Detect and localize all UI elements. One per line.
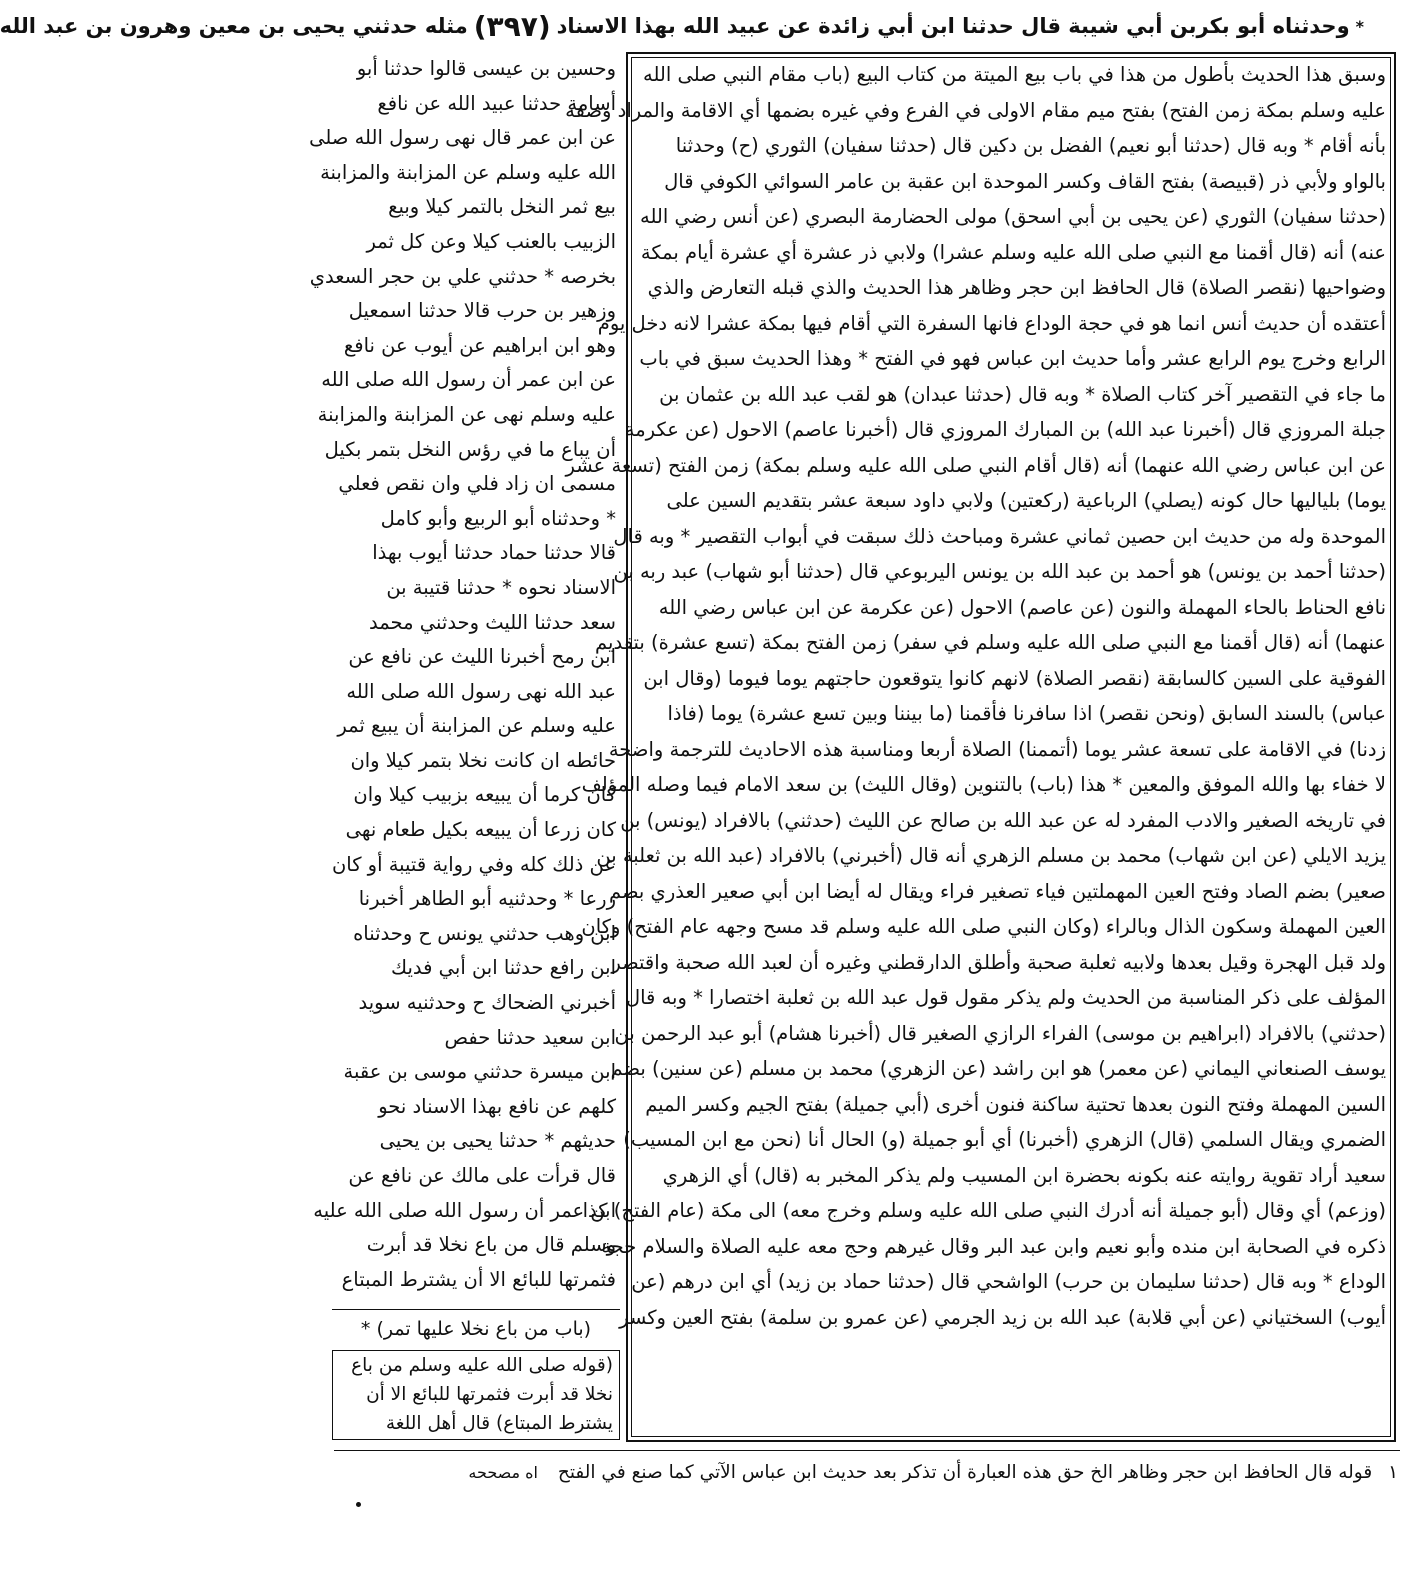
commentary-line: بالواو ولأبي ذر (قبيصة) بفتح القاف وكسر الموحدة ابن عقبة بن عامر السوائي الكوفي قال bbox=[664, 169, 1386, 193]
commentary-line: جبلة المروزي قال (أخبرنا عبد الله) بن المبارك المروزي قال (أخبرنا عاصم) الاحول (عن عكرمة bbox=[624, 418, 1386, 441]
commentary-line: (حدثنا أحمد بن يونس) هو أحمد بن عبد الله بن يونس اليربوعي قال (حدثنا أبو شهاب) عبد ربه بن bbox=[613, 560, 1386, 583]
commentary-line: زدنا) في الاقامة على تسعة عشر يوما (أتممنا) الصلاة أربعا ومناسبة هذه الاحاديث للترجمة واضحة bbox=[608, 737, 1386, 761]
header-text-pre: وحدثناه أبو بكربن أبي شيبة قال حدثنا ابن أبي زائدة عن عبيد الله بهذا الاسناد bbox=[556, 14, 1350, 38]
footnote-text: قوله قال الحافظ ابن حجر وظاهر الخ حق هذه العبارة أن تذكر بعد حديث ابن عباس الآتي كما صنع في الفتح bbox=[557, 1462, 1373, 1483]
footnote bbox=[470, 1458, 1398, 1488]
footnote-divider bbox=[334, 1450, 1400, 1451]
margin-line: ابن عمر أن رسول الله صلى الله عليه bbox=[313, 1198, 616, 1222]
commentary-line: وسبق هذا الحديث بأطول من هذا في باب بيع الميتة من كتاب البيع (باب مقام النبي صلى الله bbox=[642, 63, 1386, 86]
commentary-line: (وزعم) أي وقال (أبو جميلة أنه أدرك النبي صلى الله عليه وسلم وخرج معه) الى مكة (عام الفتح) كذا bbox=[582, 1199, 1386, 1222]
header-text-post: مثله حدثني يحيى بن معين وهرون بن عبد الله bbox=[0, 14, 468, 38]
footnote-marker: ١ bbox=[1388, 1462, 1398, 1483]
commentary-line: العين المهملة وسكون الذال وبالراء (وكان النبي صلى الله عليه وسلم قد مسح وجهه عام الفتح) وكان bbox=[581, 915, 1386, 938]
commentary-line: يوسف الصنعاني اليماني (عن معمر) هو ابن راشد (عن الزهري) محمد بن مسلم (عن سنين) بضم bbox=[610, 1057, 1386, 1080]
margin-text-column bbox=[309, 52, 620, 1307]
chapter-heading: (باب من باع نخلا عليها تمر) * bbox=[360, 1318, 592, 1340]
commentary-line: صعير) بضم الصاد وفتح العين المهملتين فياء تصغير فراء ويقال له أيضا ابن أبي صعير العذري بضم bbox=[609, 879, 1386, 903]
gloss-line: يشترط المبتاع) قال أهل اللغة bbox=[385, 1413, 613, 1434]
margin-line: قالا حدثنا حماد حدثنا أيوب بهذا bbox=[372, 541, 616, 565]
margin-line: وحسين بن عيسى قالوا حدثنا أبو bbox=[356, 57, 616, 80]
margin-line: سعد حدثنا الليث وحدثني محمد bbox=[369, 610, 616, 634]
commentary-line: السين المهملة وفتح النون بعدها تحتية ساكنة فنون أخرى (أبي جميلة) بفتح الجيم وكسر الميم bbox=[645, 1092, 1386, 1116]
commentary-line: ولد قبل الهجرة وقيل بعدها ولابيه ثعلبة صحبة وأطلق الدارقطني وغيره أن لعبد الله صحبة واقتصر bbox=[611, 950, 1386, 974]
margin-line: كلهم عن نافع بهذا الاسناد نحو bbox=[378, 1094, 616, 1118]
margin-line: فثمرتها للبائع الا أن يشترط المبتاع bbox=[341, 1267, 616, 1291]
commentary-line: عن ابن عباس رضي الله عنهما) أنه (قال أقام النبي صلى الله عليه وسلم بمكة) زمن الفتح (تسعة عشر bbox=[565, 453, 1386, 477]
commentary-line: الموحدة وله من حديث ابن حصين ثماني عشرة ومباحث ذلك سبقت في أبواب التقصير * وبه قال bbox=[613, 524, 1386, 548]
commentary-line: الضمري ويقال السلمي (قال) الزهري (أخبرنا) أي أبو جميلة (و) الحال أنا (نحن مع ابن المسيب) bbox=[623, 1128, 1386, 1151]
margin-line: عليه وسلم نهى عن المزابنة والمزابنة bbox=[317, 402, 616, 426]
commentary-line: نافع الحناط بالحاء المهملة والنون (عن عاصم) الاحول (عن عكرمة عن ابن عباس رضي الله bbox=[658, 595, 1386, 619]
commentary-line: (حدثني) بالافراد (ابراهيم بن موسى) الفراء الرازي الصغير قال (أخبرنا هشام) أبو عبد الرحمن بن bbox=[614, 1021, 1386, 1045]
commentary-line: بأنه أقام * وبه قال (حدثنا أبو نعيم) الفضل بن دكين قال (حدثنا سفيان) الثوري (ح) وحدثنا bbox=[675, 134, 1386, 157]
gloss-line: نخلا قد أبرت فثمرتها للبائع الا أن bbox=[366, 1384, 613, 1405]
commentary-line: الفوقية على السين كالسابقة (نقصر الصلاة) لانهم كانوا يتوقعون حاجتهم يوما فيوما (وقال ابن bbox=[643, 666, 1386, 690]
margin-line: ابن رافع حدثنا ابن أبي فديك bbox=[391, 956, 616, 980]
commentary-line: الرابع وخرج يوم الرابع عشر وأما حديث ابن عباس فهو في الفتح * وهذا الحديث سبق في باب bbox=[639, 347, 1386, 370]
margin-line: زرعا * وحدثنيه أبو الطاهر أخبرنا bbox=[358, 887, 616, 911]
page-number: (٣٩٧) bbox=[473, 9, 551, 43]
commentary-line: وضواحيها (نقصر الصلاة) قال الحافظ ابن حجر وظاهر هذا الحديث والذي قبله التعارض والذي bbox=[647, 276, 1386, 299]
commentary-line: أيوب) السختياني (عن أبي قلابة) عبد الله بن زيد الجرمي (عن عمرو بن سلمة) بفتح العين وكسر bbox=[619, 1305, 1386, 1329]
page-header bbox=[0, 6, 1364, 46]
margin-line: وسلم قال من باع نخلا قد أبرت bbox=[366, 1233, 616, 1257]
margin-line: ابن وهب حدثني يونس ح وحدثناه bbox=[353, 921, 616, 945]
margin-line: كان زرعا أن يبيعه بكيل طعام نهى bbox=[345, 818, 616, 842]
margin-line: عبد الله نهى رسول الله صلى الله bbox=[346, 679, 616, 703]
commentary-frame bbox=[565, 52, 1396, 1442]
commentary-line: يزيد الايلي (عن ابن شهاب) محمد بن مسلم الزهري أنه قال (أخبرني) بالافراد (عبد الله بن ثعلبة بن bbox=[596, 844, 1386, 867]
margin-line: ابن ميسرة حدثني موسى بن عقبة bbox=[343, 1060, 616, 1084]
margin-line: كان كرما أن يبيعه بزبيب كيلا وان bbox=[353, 783, 616, 807]
margin-line: * وحدثناه أبو الربيع وأبو كامل bbox=[380, 506, 616, 530]
margin-line: عليه وسلم عن المزابنة أن يبيع ثمر bbox=[337, 714, 616, 738]
margin-line: وزهير بن حرب قالا حدثنا اسمعيل bbox=[348, 299, 616, 323]
commentary-line: عليه وسلم بمكة زمن الفتح) بفتح ميم مقام الاولى في الفرع وفي غيره بضمها أي الاقامة والمراد وصفه bbox=[565, 98, 1386, 122]
commentary-line: لا خفاء بها والله الموفق والمعين * هذا (باب) بالتنوين (وقال الليث) بن سعد الامام فيما وصله المؤلف bbox=[581, 773, 1386, 796]
commentary-line: في تاريخه الصغير والادب المفرد له عن عبد الله بن صالح عن الليث (حدثني) بالافراد (يونس) بن bbox=[620, 808, 1386, 832]
margin-gloss-box bbox=[332, 1350, 620, 1440]
margin-line: حديثهم * حدثنا يحيى بن يحيى bbox=[379, 1129, 616, 1153]
margin-line: ابن سعيد حدثنا حفص bbox=[444, 1025, 616, 1049]
margin-line: حائطه ان كانت نخلا بتمر كيلا وان bbox=[350, 748, 616, 772]
margin-line: الزبيب بالعنب كيلا وعن كل ثمر bbox=[366, 229, 616, 253]
stray-dot bbox=[356, 1502, 361, 1507]
margin-line: وهو ابن ابراهيم عن أيوب عن نافع bbox=[343, 333, 616, 357]
margin-line: أخبرني الضحاك ح وحدثنيه سويد bbox=[358, 991, 616, 1015]
commentary-line: الوداع * وبه قال (حدثنا سليمان بن حرب) الواشحي قال (حدثنا حماد بن زيد) أي ابن درهم (عن bbox=[631, 1270, 1386, 1293]
commentary-line: ذكره في الصحابة ابن منده وأبو نعيم وابن عبد البر وقال غيرهم وحج معه عليه الصلاة والسلام حجة bbox=[601, 1234, 1386, 1258]
star-mark: * bbox=[1355, 16, 1364, 36]
margin-line: عن ابن عمر قال نهى رسول الله صلى bbox=[309, 126, 616, 150]
margin-line: الاسناد نحوه * حدثنا قتيبة بن bbox=[386, 575, 616, 599]
commentary-line: أعتقده أن حديث أنس انما هو في حجة الوداع فانها السفرة التي أقام فيها بمكة عشرا لانه دخل يوم bbox=[597, 311, 1386, 335]
commentary-line: سعيد أراد تقوية روايته عنه بكونه بحضرة ابن المسيب ولم يذكر المخبر به (قال) أي الزهري bbox=[662, 1163, 1386, 1187]
commentary-line: عباس) بالسند السابق (ونحن نقصر) اذا سافرنا فأقمنا (ما بيننا وبين تسع عشرة) يوما (فاذا bbox=[667, 702, 1386, 725]
commentary-line: ما جاء في التقصير آخر كتاب الصلاة * وبه قال (حدثنا عبدان) هو لقب عبد الله بن عثمان بن bbox=[659, 382, 1386, 406]
margin-line: عن ابن عمر أن رسول الله صلى الله bbox=[321, 368, 616, 392]
margin-line: أسامة حدثنا عبيد الله عن نافع bbox=[377, 91, 616, 115]
commentary-line: عنهما) أنه (قال أقمنا مع النبي صلى الله عليه وسلم في سفر) زمن الفتح بمكة (تسع عشرة) بتقديم bbox=[595, 631, 1386, 654]
commentary-line: (حدثنا سفيان) الثوري (عن يحيى بن أبي اسحق) مولى الحضارمة البصري (عن أنس رضي الله bbox=[640, 205, 1386, 228]
margin-divider bbox=[332, 1309, 620, 1310]
margin-line: بيع ثمر النخل بالتمر كيلا وبيع bbox=[388, 195, 616, 219]
commentary-line: المؤلف على ذكر المناسبة من الحديث ولم يذكر مقول قول عبد الله بن ثعلبة اختصارا * وبه قال bbox=[625, 986, 1386, 1009]
footnote-signature: اه مصححه bbox=[468, 1463, 538, 1482]
margin-line: بخرصه * حدثني علي بن حجر السعدي bbox=[309, 264, 616, 288]
commentary-line: عنه) أنه (قال أقمنا مع النبي صلى الله عليه وسلم عشرا) ولابي ذر عشرة أي عشرة أيام بمكة bbox=[640, 240, 1386, 264]
margin-line: قال قرأت على مالك عن نافع عن bbox=[348, 1164, 616, 1187]
margin-line: أن يباع ما في رؤس النخل بتمر بكيل bbox=[324, 437, 616, 461]
margin-line: عن ذلك كله وفي رواية قتيبة أو كان bbox=[331, 852, 616, 876]
margin-line: الله عليه وسلم عن المزابنة والمزابنة bbox=[320, 160, 616, 184]
margin-line: مسمى ان زاد فلي وان نقص فعلي bbox=[338, 472, 616, 496]
gloss-line: (قوله صلى الله عليه وسلم من باع bbox=[351, 1355, 613, 1376]
commentary-line: يوما) بلياليها حال كونه (يصلي) الرباعية (ركعتين) ولابي داود سبعة عشر بتقديم السين على bbox=[666, 489, 1386, 512]
margin-line: ابن رمح أخبرنا الليث عن نافع عن bbox=[348, 645, 616, 669]
